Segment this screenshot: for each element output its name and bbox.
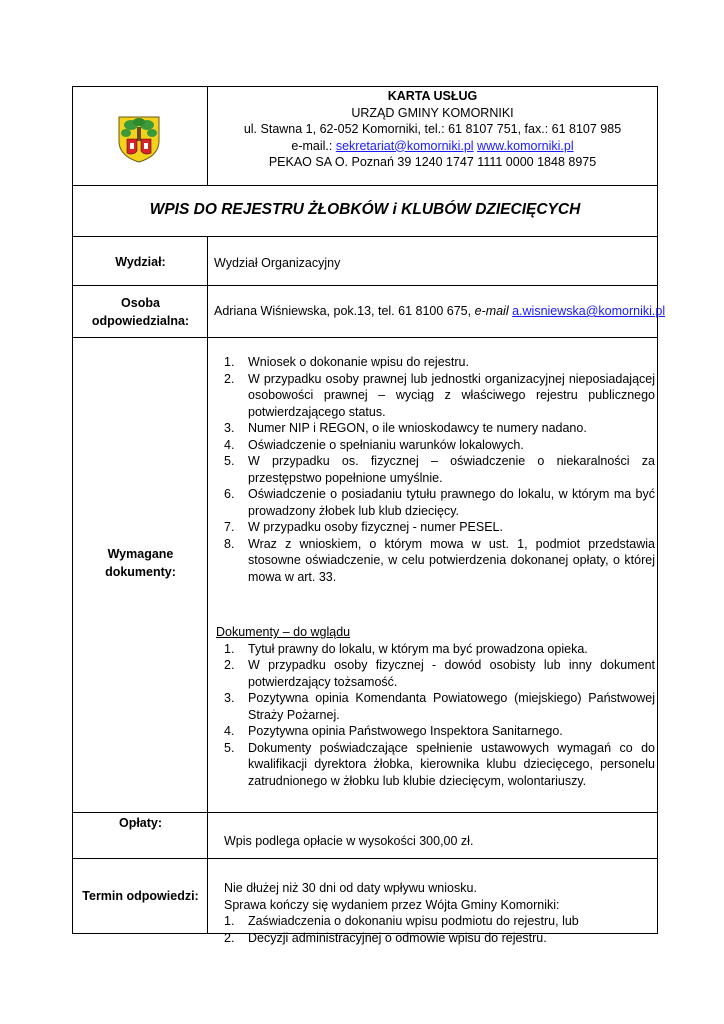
list-item-number: 2. xyxy=(224,658,235,672)
person-details: Adriana Wiśniewska, pok.13, tel. 61 8100 675, xyxy=(214,304,475,318)
department-row xyxy=(73,237,657,286)
fees-value-cell xyxy=(208,813,657,858)
document-title: WPIS DO REJESTRU ŻŁOBKÓW i KLUBÓW DZIECIĘCYCH xyxy=(149,201,581,218)
list-item-text: W przypadku os. fizycznej – oświadczenie o niekaralności za przestępstwo popełnione umyślnie. xyxy=(248,454,655,485)
inspection-heading: Dokumenty – do wglądu xyxy=(216,625,351,639)
list-item-text: Numer NIP i REGON, o ile wnioskodawcy te numery nadano. xyxy=(248,421,587,435)
header-row xyxy=(73,87,657,186)
person-email-link[interactable]: a.wisniewska@komorniki.pl xyxy=(512,304,666,318)
list-item-text: W przypadku osoby fizycznej - numer PESEL. xyxy=(248,520,503,534)
list-item-number: 1. xyxy=(224,914,235,928)
list-item-text: Pozytywna opinia Komendanta Powiatowego (miejskiego) Państwowej Straży Pożarnej. xyxy=(248,691,655,722)
list-item-number: 3. xyxy=(224,691,235,705)
list-item-text: Wniosek o dokonanie wpisu do rejestru. xyxy=(248,355,469,369)
list-item xyxy=(224,657,655,690)
deadline-content xyxy=(224,880,655,946)
list-item-number: 5. xyxy=(224,454,235,468)
website-link[interactable]: www.komorniki.pl xyxy=(477,138,574,153)
crest-cell xyxy=(73,87,208,185)
documents-label-line1: Wymagane xyxy=(107,547,174,561)
list-item-text: Tytuł prawny do lokalu, w którym ma być prowadzona opieka. xyxy=(248,641,588,656)
list-item xyxy=(224,437,655,454)
list-item-number: 4. xyxy=(224,724,235,738)
title-row xyxy=(73,186,657,237)
contact-line xyxy=(208,138,657,155)
list-item xyxy=(224,519,655,536)
required-documents-list xyxy=(224,354,655,585)
list-item-text: Oświadczenie o posiadaniu tytułu prawnego do lokalu, w którym ma być prowadzony żłobek lub klub dziecięcy. xyxy=(248,487,655,518)
department-value: Wydział Organizacyjny xyxy=(214,256,341,270)
deadline-row xyxy=(73,859,657,945)
list-item xyxy=(224,641,655,658)
list-item-text: Zaświadczenia o dokonaniu wpisu podmiotu do rejestru, lub xyxy=(248,914,579,928)
documents-label-line2: dokumenty: xyxy=(105,565,176,579)
deadline-line1: Nie dłużej niż 30 dni od daty wpływu wniosku. xyxy=(224,881,477,895)
email-label: e-mail.: xyxy=(291,138,336,153)
list-item xyxy=(224,354,655,371)
fees-row xyxy=(73,813,657,859)
list-item-number: 1. xyxy=(224,641,235,656)
deadline-label-cell xyxy=(73,859,208,933)
list-item-number: 3. xyxy=(224,421,235,435)
documents-row xyxy=(73,338,657,813)
header-info xyxy=(208,87,657,185)
inspection-documents xyxy=(216,624,655,789)
bank-account: PEKAO SA O. Poznań 39 1240 1747 1111 0000 1848 8975 xyxy=(268,155,597,169)
deadline-line2: Sprawa kończy się wydaniem przez Wójta Gminy Komorniki: xyxy=(224,897,560,912)
list-item xyxy=(224,740,655,790)
list-item xyxy=(224,371,655,421)
list-item xyxy=(224,930,655,947)
person-value xyxy=(214,303,665,320)
office-name: URZĄD GMINY KOMORNIKI xyxy=(351,105,514,120)
list-item-number: 4. xyxy=(224,437,235,452)
list-item-text: Oświadczenie o spełnianiu warunków lokalowych. xyxy=(248,437,524,452)
komorniki-crest-icon xyxy=(117,115,161,163)
person-label-line1: Osoba xyxy=(121,296,160,310)
card-title: KARTA USŁUG xyxy=(387,89,478,103)
person-label xyxy=(73,294,208,330)
person-email-label: e-mail xyxy=(474,304,513,318)
list-item xyxy=(224,536,655,586)
department-label: Wydział: xyxy=(115,255,166,269)
list-item-number: 6. xyxy=(224,487,235,501)
inspection-documents-list xyxy=(224,641,655,790)
documents-value-cell xyxy=(208,338,657,812)
list-item-text: Decyzji administracyjnej o odmowie wpisu do rejestru. xyxy=(248,930,547,945)
list-item xyxy=(224,486,655,519)
deadline-value-cell xyxy=(208,859,657,945)
list-item-number: 1. xyxy=(224,355,235,369)
list-item xyxy=(224,453,655,486)
documents-label xyxy=(73,545,208,581)
documents-label-cell xyxy=(73,338,208,812)
deadline-label: Termin odpowiedzi: xyxy=(82,889,199,903)
service-card-table xyxy=(72,86,666,945)
person-row xyxy=(73,286,666,338)
list-item-number: 2. xyxy=(224,930,235,945)
list-item-number: 2. xyxy=(224,371,235,386)
list-item xyxy=(224,723,655,740)
list-item-number: 7. xyxy=(224,520,235,534)
list-item xyxy=(224,420,655,437)
fees-label-cell xyxy=(73,813,208,858)
deadline-outcomes-list xyxy=(224,913,655,946)
list-item-number: 5. xyxy=(224,740,235,755)
fees-label: Opłaty: xyxy=(118,816,163,830)
office-email-link[interactable]: sekretariat@komorniki.pl xyxy=(335,138,474,153)
department-value-cell xyxy=(208,237,657,285)
list-item-text: Wraz z wnioskiem, o którym mowa w ust. 1, podmiot przedstawia stosowne oświadczenie, w celu potwierdzenia dokonanej opłaty, o której mowa w art. 33. xyxy=(248,536,655,584)
department-label-cell xyxy=(73,237,208,285)
person-value-cell xyxy=(208,286,666,337)
list-item-text: W przypadku osoby prawnej lub jednostki organizacyjnej nieposiadającej osobowości prawnej – wyciąg z właściwego rejestru publicznego potwierdzającego status. xyxy=(248,371,655,419)
list-item-text: Dokumenty poświadczające spełnienie ustawowych wymagań co do kwalifikacji dyrektora żłobka, kierownika klubu dziecięcego, personelu zatrudnionego w żłobku lub klubie dziecięcym, wolontariuszy. xyxy=(248,740,655,788)
office-address: ul. Stawna 1, 62-052 Komorniki, tel.: 61 8107 751, fax.: 61 8107 985 xyxy=(243,122,622,136)
fees-value: Wpis podlega opłacie w wysokości 300,00 zł. xyxy=(224,834,474,848)
list-item xyxy=(224,913,655,930)
list-item-text: Pozytywna opinia Państwowego Inspektora Sanitarnego. xyxy=(248,724,563,738)
list-item xyxy=(224,690,655,723)
person-label-line2: odpowiedzialna: xyxy=(91,314,190,328)
list-item-text: W przypadku osoby fizycznej - dowód osobisty lub inny dokument potwierdzający tożsamość. xyxy=(248,658,655,689)
person-label-cell xyxy=(73,286,208,337)
list-item-number: 8. xyxy=(224,536,235,551)
